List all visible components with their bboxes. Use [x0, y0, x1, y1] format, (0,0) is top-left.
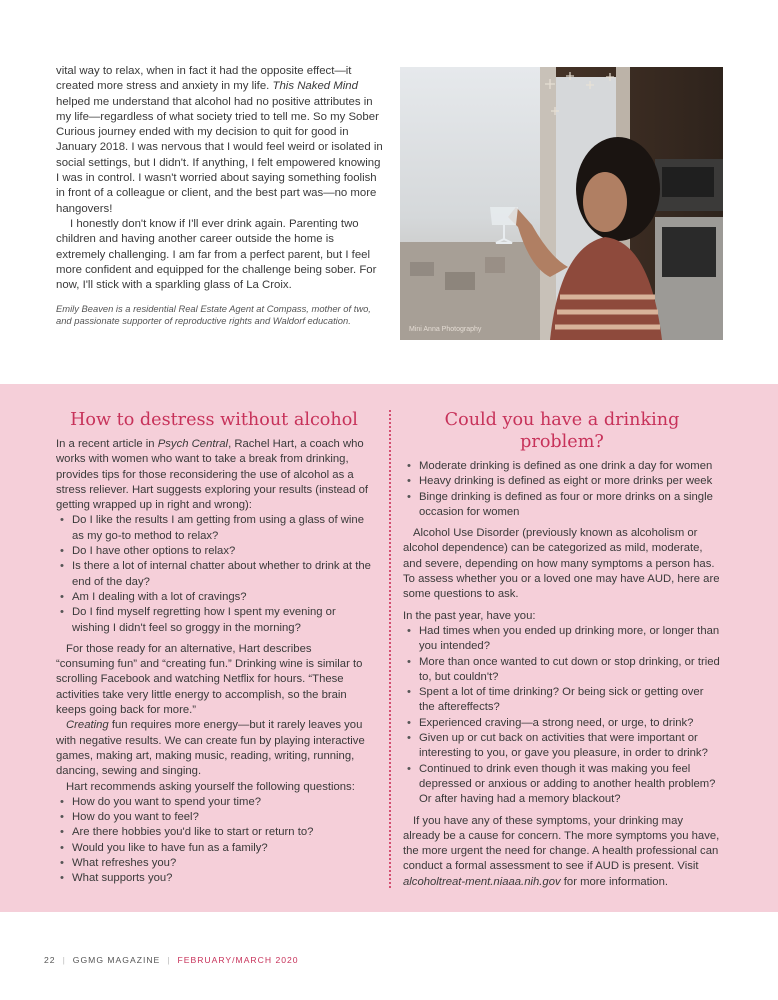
definitions-list [403, 459, 721, 520]
list-item: • Am I dealing with a lot of cravings? [72, 590, 372, 605]
magazine-name: GGMG MAGAZINE [72, 955, 161, 965]
niaaa-link[interactable]: alcoholtreat-ment.niaaa.nih.gov [403, 875, 561, 888]
list-item: • Given up or cut back on activities that were important or interesting to you, or gave you pleasure, in order to drink? [419, 731, 721, 762]
list-item: • Heavy drinking is defined as eight or more drinks per week [419, 474, 721, 489]
list-item: • Is there a lot of internal chatter about whether to drink at the end of the day? [72, 559, 372, 590]
list-item: • Would you like to have fun as a family? [72, 841, 372, 856]
symptoms-list [403, 624, 721, 808]
list-item: • Had times when you ended up drinking more, or longer than you intended? [419, 624, 721, 655]
book-title: This Naked Mind [272, 80, 358, 93]
destress-column [56, 409, 372, 887]
list-item: • Continued to drink even though it was making you feel depressed or anxious or adding to another health problem? Or after having had a memory blackout? [419, 762, 721, 808]
list-item: • Binge drinking is defined as four or more drinks on a single occasion for women [419, 490, 721, 521]
drinking-problem-heading: Could you have a drinking problem? [444, 410, 680, 452]
article-continuation [56, 64, 384, 293]
page-footer [44, 955, 299, 965]
woman-drinking-water-photo [400, 67, 723, 340]
source-name: Psych Central [157, 438, 229, 450]
results-question-list [56, 513, 372, 635]
list-item: • Experienced craving—a strong need, or urge, to drink? [419, 716, 721, 731]
list-item: • Spent a lot of time drinking? Or being sick or getting over the aftereffects? [419, 685, 721, 716]
issue-date: FEBRUARY/MARCH 2020 [177, 955, 299, 965]
list-item: • Do I find myself regretting how I spent my evening or wishing I didn't feel so groggy in the morning? [72, 605, 372, 636]
article-paragraph-1: vital way to relax, when in fact it had the opposite effect—it created more stress and anxiety in my life. This Naked Mind helped me understand that alcohol had no positive attributes in my life—regardless of what society tried to tell me. So my Sober Curious journey ended with my decision to quit for good in January 2018. I was nervous that I would feel weird or isolated in social settings, but I didn't. If anything, I felt empowered knowing I was in control. I wasn't worried about saying something foolish in front of a colleague or client, and the best part was—no more hangovers! [56, 65, 383, 215]
list-item: • How do you want to feel? [72, 810, 372, 825]
drinking-problem-column [403, 409, 721, 890]
footer-separator: | [167, 955, 171, 965]
column-divider [389, 410, 391, 888]
past-year-lead: In the past year, have you: [403, 609, 536, 622]
recommends-paragraph: Hart recommends asking yourself the following questions: [66, 780, 355, 793]
list-item: • How do you want to spend your time? [72, 795, 372, 810]
list-item: • What supports you? [72, 871, 372, 886]
list-item: • Do I like the results I am getting from using a glass of wine as my go-to method to relax? [72, 513, 372, 544]
page-number: 22 [44, 955, 56, 965]
author-byline: Emily Beaven is a residential Real Estate Agent at Compass, mother of two, and passionate supporter of reproductive rights and Waldorf education. [56, 303, 371, 327]
photo-credit: Mini Anna Photography [409, 326, 482, 333]
list-item: • Do I have other options to relax? [72, 544, 372, 559]
list-item: • Moderate drinking is defined as one drink a day for women [419, 459, 721, 474]
footer-separator: | [62, 955, 66, 965]
photo-illustration [400, 67, 723, 340]
creating-fun-paragraph: Creating fun requires more energy—but it rarely leaves you with negative results. We can create fun by playing interactive games, making art, making music, reading, writing, running, dancing, sewing and singing. [56, 719, 365, 778]
concern-paragraph: If you have any of these symptoms, your drinking may already be a cause for concern. The more symptoms you have, the more urgent the need for change. A health professional can conduct a formal assessment to see if AUD is present. Visit alcoholtreat-ment.niaaa.nih.gov for more information. [403, 814, 720, 888]
list-item: • More than once wanted to cut down or stop drinking, or tried to, but couldn't? [419, 655, 721, 686]
destress-intro: In a recent article in Psych Central, Rachel Hart, a coach who works with women who want to take a break from drinking, provides tips for those reconsidering the use of alcohol as a stress reliever. Hart suggests exploring your results (instead of getting wrapped up in right and wrong): [56, 438, 369, 512]
destress-heading: How to destress without alcohol [70, 410, 358, 430]
self-question-list [56, 795, 372, 887]
article-paragraph-2: I honestly don't know if I'll ever drink again. Parenting two children and having another career outside the home is extremely challenging. I am far from a perfect parent, but I feel more confident and equipped for the challenge being sober. For now, I'll stick with a sparkling glass of La Croix. [56, 217, 377, 292]
list-item: • Are there hobbies you'd like to start or return to? [72, 825, 372, 840]
aud-paragraph: Alcohol Use Disorder (previously known as alcoholism or alcohol dependence) can be categorized as mild, moderate, and severe, depending on how many symptoms a person has. To assess whether you or a loved one may have AUD, here are some questions to ask. [403, 527, 720, 601]
alternative-paragraph: For those ready for an alternative, Hart describes “consuming fun” and “creating fun.” Drinking wine is similar to scrolling Facebook and watching Netflix for hours. “These activities take very little energy to accomplish, so the brain keeps going back for more.” [56, 642, 363, 717]
list-item: • What refreshes you? [72, 856, 372, 871]
